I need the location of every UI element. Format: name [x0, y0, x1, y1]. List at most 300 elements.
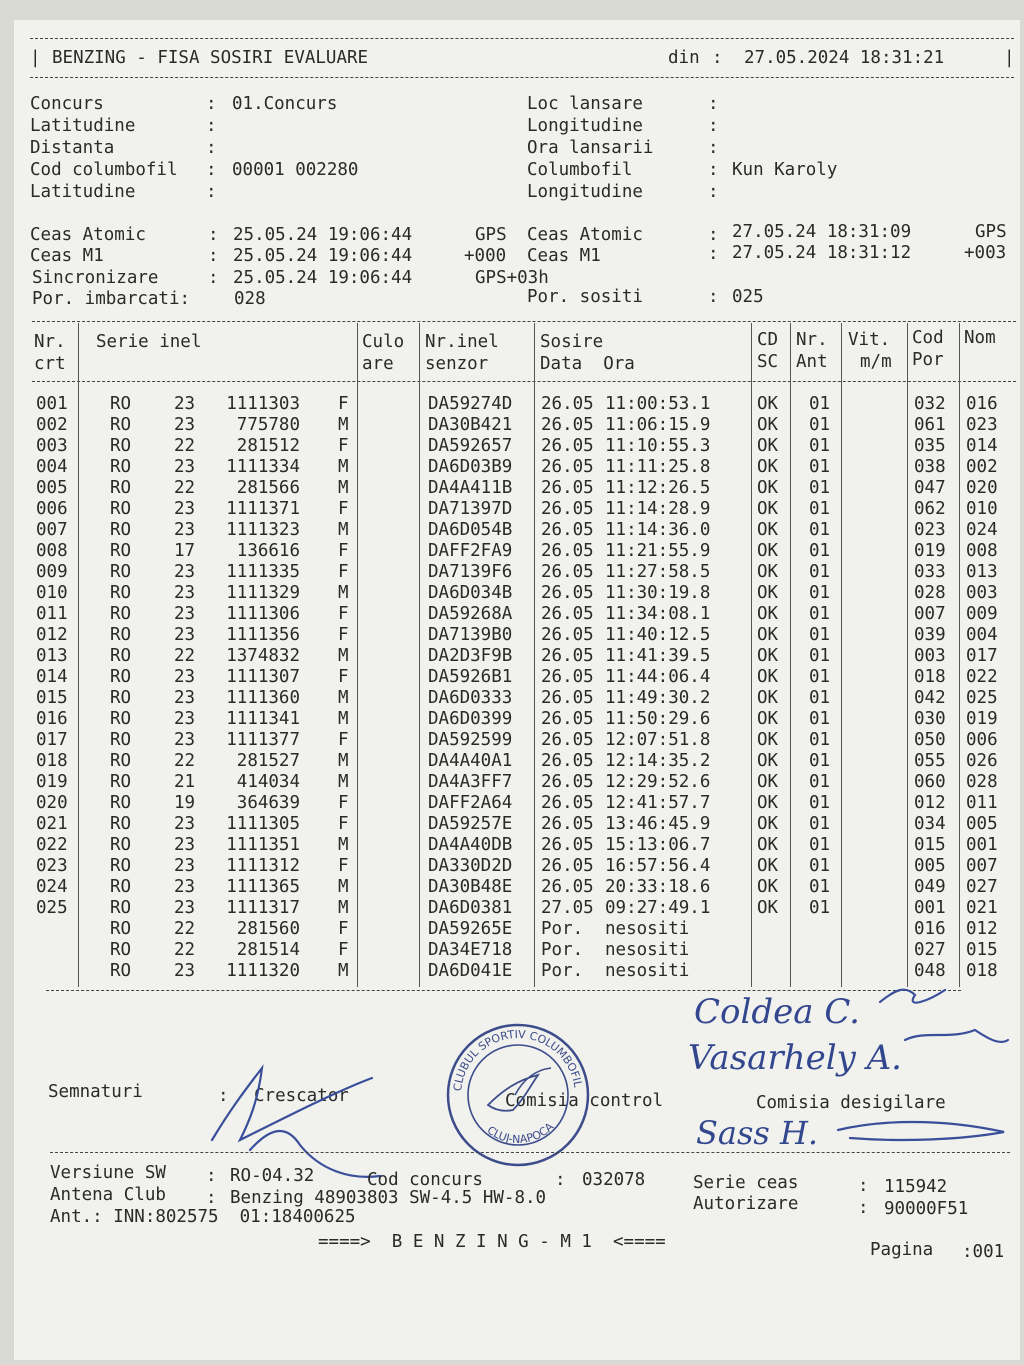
row-sensor: DA34E718	[428, 940, 513, 960]
row-cod: 047	[914, 478, 946, 498]
col-serie: Serie inel	[96, 332, 202, 352]
row-ring: 1111317	[226, 898, 300, 918]
row-sensor: DA6D0333	[428, 688, 513, 708]
row-cd: OK	[757, 835, 779, 855]
row-time: 11:41:39.5	[605, 646, 711, 666]
ceas-m1-label: Ceas M1	[30, 246, 104, 266]
row-sensor: DA6D0399	[428, 709, 513, 729]
row-sex: M	[338, 457, 349, 477]
row-ant: 01	[809, 436, 831, 456]
row-ant: 01	[809, 751, 831, 771]
row-sex: F	[338, 436, 349, 456]
row-time: 13:46:45.9	[605, 814, 711, 834]
row-ring: 1111335	[226, 562, 300, 582]
row-year: 23	[174, 457, 196, 477]
row-ant: 01	[809, 499, 831, 519]
row-time: 12:07:51.8	[605, 730, 711, 750]
row-nom: 013	[966, 562, 998, 582]
row-date: 26.05	[541, 793, 594, 813]
ceas-atomic-end: 27.05.24 18:31:09	[732, 222, 912, 242]
row-sex: F	[338, 856, 349, 876]
row-sensor: DA6D03B9	[428, 457, 513, 477]
row-sensor: DA592657	[428, 436, 513, 456]
row-country: RO	[110, 394, 132, 414]
row-country: RO	[110, 919, 132, 939]
row-ant: 01	[809, 667, 831, 687]
doc-title: BENZING - FISA SOSIRI EVALUARE	[52, 48, 369, 68]
imbarcati-value: 028	[234, 289, 266, 309]
row-year: 22	[174, 646, 196, 666]
info-value-concurs: 01.Concurs	[232, 94, 338, 114]
row-nr: 003	[36, 436, 68, 456]
row-country: RO	[110, 478, 132, 498]
row-sensor: DA6D0381	[428, 898, 513, 918]
info-label-latitudine: Latitudine	[30, 116, 136, 136]
ceas-atomic-label: Ceas Atomic	[30, 225, 146, 245]
row-time: 11:12:26.5	[605, 478, 711, 498]
row-sex: M	[338, 877, 349, 897]
info-label-concurs: Concurs	[30, 94, 104, 114]
row-year: 23	[174, 520, 196, 540]
row-country: RO	[110, 709, 132, 729]
row-ring: 1111365	[226, 877, 300, 897]
row-cd: OK	[757, 604, 779, 624]
ceas-m1-end-off: +003	[964, 243, 1007, 263]
ceas-m1-end: 27.05.24 18:31:12	[732, 243, 912, 263]
row-time: 11:00:53.1	[605, 394, 711, 414]
row-nr: 006	[36, 499, 68, 519]
row-ant: 01	[809, 520, 831, 540]
row-sensor: DAFF2FA9	[428, 541, 513, 561]
row-date: 26.05	[541, 625, 594, 645]
row-ring: 281560	[236, 919, 300, 939]
row-nr: 008	[36, 541, 68, 561]
row-cd: OK	[757, 520, 779, 540]
serie-ceas-value: 115942	[884, 1177, 948, 1197]
row-nom: 010	[966, 499, 998, 519]
sositi-label: Por. sositi	[527, 287, 643, 307]
row-country: RO	[110, 814, 132, 834]
comisia-control-label: Comisia control	[505, 1091, 664, 1111]
row-country: RO	[110, 688, 132, 708]
row-time: 11:27:58.5	[605, 562, 711, 582]
row-ant: 01	[809, 814, 831, 834]
col-nrinel-1: Nr.inel	[425, 332, 499, 352]
row-country: RO	[110, 541, 132, 561]
row-cod: 062	[914, 499, 946, 519]
row-date: 26.05	[541, 583, 594, 603]
row-year: 23	[174, 583, 196, 603]
row-sex: M	[338, 709, 349, 729]
row-sex: F	[338, 499, 349, 519]
info-label-columbofil: Columbofil	[527, 160, 633, 180]
row-nr: 021	[36, 814, 68, 834]
row-cod: 049	[914, 877, 946, 897]
row-ring: 1111351	[226, 835, 300, 855]
info-label-distanta: Distanta	[30, 138, 115, 158]
row-nr: 018	[36, 751, 68, 771]
row-year: 22	[174, 751, 196, 771]
page-label: Pagina	[870, 1240, 934, 1260]
row-cd: OK	[757, 541, 779, 561]
row-ring: 1111371	[226, 499, 300, 519]
col-nrinel-2: senzor	[425, 354, 489, 374]
row-cd: OK	[757, 478, 779, 498]
row-date: 26.05	[541, 604, 594, 624]
col-cod-1: Cod	[912, 328, 944, 348]
row-cd: OK	[757, 688, 779, 708]
row-date: 26.05	[541, 436, 594, 456]
row-sex: M	[338, 415, 349, 435]
row-year: 23	[174, 562, 196, 582]
row-ring: 1111305	[226, 814, 300, 834]
row-country: RO	[110, 667, 132, 687]
row-time: nesositi	[605, 961, 690, 981]
ceas-m1-label-2: Ceas M1	[527, 246, 601, 266]
row-sex: M	[338, 835, 349, 855]
row-time: 11:11:25.8	[605, 457, 711, 477]
row-sex: M	[338, 583, 349, 603]
row-country: RO	[110, 730, 132, 750]
row-ant: 01	[809, 415, 831, 435]
row-country: RO	[110, 625, 132, 645]
col-nrant-2: Ant	[796, 352, 828, 372]
row-year: 23	[174, 625, 196, 645]
row-nom: 024	[966, 520, 998, 540]
row-date: 26.05	[541, 835, 594, 855]
benzing-banner: ====> B E N Z I N G - M 1 <====	[318, 1232, 666, 1252]
ceas-m1-start-off: +000	[464, 246, 507, 266]
row-year: 22	[174, 919, 196, 939]
row-nom: 023	[966, 415, 998, 435]
serie-ceas-label: Serie ceas	[693, 1173, 799, 1193]
date-label: din	[668, 48, 700, 68]
row-nr: 016	[36, 709, 68, 729]
row-time: 11:14:36.0	[605, 520, 711, 540]
row-sensor: DA7139B0	[428, 625, 513, 645]
row-date: 26.05	[541, 772, 594, 792]
crescator-label: Crescator	[254, 1086, 349, 1106]
row-sensor: DA71397D	[428, 499, 513, 519]
row-nom: 006	[966, 730, 998, 750]
row-sensor: DA59257E	[428, 814, 513, 834]
row-country: RO	[110, 457, 132, 477]
row-cd: OK	[757, 562, 779, 582]
row-date: Por.	[541, 940, 584, 960]
row-date: 26.05	[541, 646, 594, 666]
row-year: 23	[174, 856, 196, 876]
row-sex: F	[338, 940, 349, 960]
row-ring: 281527	[236, 751, 300, 771]
row-ant: 01	[809, 604, 831, 624]
row-sex: M	[338, 520, 349, 540]
col-vit-2: m/m	[860, 352, 892, 372]
row-nr: 002	[36, 415, 68, 435]
row-country: RO	[110, 793, 132, 813]
row-nom: 012	[966, 919, 998, 939]
row-cod: 050	[914, 730, 946, 750]
row-nom: 027	[966, 877, 998, 897]
sinc-label: Sincronizare	[32, 268, 159, 288]
row-cod: 012	[914, 793, 946, 813]
row-cod: 015	[914, 835, 946, 855]
row-year: 23	[174, 667, 196, 687]
date-value: 27.05.2024 18:31:21	[744, 48, 945, 68]
sinc-value: 25.05.24 19:06:44	[233, 268, 413, 288]
row-date: 26.05	[541, 520, 594, 540]
versiune-value: RO-04.32	[230, 1166, 315, 1186]
row-cod: 060	[914, 772, 946, 792]
row-sensor: DA6D041E	[428, 961, 513, 981]
row-sensor: DA4A3FF7	[428, 772, 513, 792]
row-ant: 01	[809, 541, 831, 561]
row-date: 26.05	[541, 541, 594, 561]
row-ring: 775780	[236, 415, 300, 435]
row-sensor: DA592599	[428, 730, 513, 750]
row-date: 26.05	[541, 457, 594, 477]
cod-concurs-value: 032078	[582, 1170, 646, 1190]
row-cd: OK	[757, 877, 779, 897]
row-cd: OK	[757, 583, 779, 603]
row-cod: 030	[914, 709, 946, 729]
row-year: 23	[174, 961, 196, 981]
row-sex: F	[338, 394, 349, 414]
ceas-atomic-start-src: GPS	[475, 225, 507, 245]
row-ring: 281512	[236, 436, 300, 456]
row-cd: OK	[757, 856, 779, 876]
row-nom: 002	[966, 457, 998, 477]
row-time: 12:41:57.7	[605, 793, 711, 813]
row-country: RO	[110, 520, 132, 540]
row-cod: 035	[914, 436, 946, 456]
title-bar-right: |	[1004, 48, 1015, 68]
row-country: RO	[110, 877, 132, 897]
row-year: 21	[174, 772, 196, 792]
row-nr: 009	[36, 562, 68, 582]
info-label-loc-lansare: Loc lansare	[527, 94, 643, 114]
row-nom: 007	[966, 856, 998, 876]
ant-line: Ant.: INN:802575 01:18400625	[50, 1207, 356, 1227]
ceas-atomic-end-src: GPS	[975, 222, 1007, 242]
page-value: :001	[962, 1242, 1005, 1262]
row-ring: 281566	[236, 478, 300, 498]
semnaturi-label: Semnaturi	[48, 1082, 143, 1102]
row-ant: 01	[809, 730, 831, 750]
info-label-longitudine: Longitudine	[527, 116, 643, 136]
ceas-atomic-start: 25.05.24 19:06:44	[233, 225, 413, 245]
row-sex: F	[338, 541, 349, 561]
ceas-m1-start: 25.05.24 19:06:44	[233, 246, 413, 266]
row-sex: F	[338, 604, 349, 624]
row-cd: OK	[757, 667, 779, 687]
col-nom: Nom	[964, 328, 996, 348]
row-nom: 011	[966, 793, 998, 813]
row-country: RO	[110, 772, 132, 792]
row-ring: 1111323	[226, 520, 300, 540]
row-year: 23	[174, 688, 196, 708]
row-country: RO	[110, 499, 132, 519]
row-nr: 014	[36, 667, 68, 687]
row-sex: F	[338, 625, 349, 645]
row-cd: OK	[757, 709, 779, 729]
row-time: 09:27:49.1	[605, 898, 711, 918]
row-date: 26.05	[541, 856, 594, 876]
signature-1: Coldea C.	[694, 992, 860, 1032]
row-ring: 1111329	[226, 583, 300, 603]
row-time: 11:44:06.4	[605, 667, 711, 687]
row-cod: 033	[914, 562, 946, 582]
row-nom: 025	[966, 688, 998, 708]
row-ant: 01	[809, 835, 831, 855]
row-date: 27.05	[541, 898, 594, 918]
row-sensor: DA5926B1	[428, 667, 513, 687]
row-sensor: DA7139F6	[428, 562, 513, 582]
row-ant: 01	[809, 688, 831, 708]
row-nom: 001	[966, 835, 998, 855]
row-time: 11:50:29.6	[605, 709, 711, 729]
row-year: 23	[174, 877, 196, 897]
info-value-cod-columbofil: 00001 002280	[232, 160, 359, 180]
row-sensor: DA30B421	[428, 415, 513, 435]
row-date: 26.05	[541, 499, 594, 519]
col-culo-1: Culo	[362, 332, 405, 352]
row-nom: 005	[966, 814, 998, 834]
col-cd-1: CD	[757, 330, 779, 350]
row-cd: OK	[757, 436, 779, 456]
row-nom: 021	[966, 898, 998, 918]
sositi-value: 025	[732, 287, 764, 307]
row-time: nesositi	[605, 919, 690, 939]
row-nom: 003	[966, 583, 998, 603]
row-ring: 1111312	[226, 856, 300, 876]
row-time: 12:29:52.6	[605, 772, 711, 792]
row-time: nesositi	[605, 940, 690, 960]
row-nr: 023	[36, 856, 68, 876]
row-time: 11:40:12.5	[605, 625, 711, 645]
col-culo-2: are	[362, 354, 394, 374]
row-nr: 011	[36, 604, 68, 624]
row-cod: 055	[914, 751, 946, 771]
row-time: 15:13:06.7	[605, 835, 711, 855]
row-sex: M	[338, 898, 349, 918]
col-vit-1: Vit.	[848, 330, 891, 350]
row-cod: 016	[914, 919, 946, 939]
row-year: 23	[174, 730, 196, 750]
info-label-cod-columbofil: Cod columbofil	[30, 160, 178, 180]
row-cod: 048	[914, 961, 946, 981]
row-country: RO	[110, 898, 132, 918]
row-year: 17	[174, 541, 196, 561]
comisia-desigilare-label: Comisia desigilare	[756, 1093, 946, 1113]
row-date: 26.05	[541, 562, 594, 582]
row-year: 23	[174, 709, 196, 729]
ceas-atomic-label-2: Ceas Atomic	[527, 225, 643, 245]
row-sensor: DA2D3F9B	[428, 646, 513, 666]
row-date: Por.	[541, 961, 584, 981]
versiune-label: Versiune SW	[50, 1163, 166, 1183]
row-sensor: DA330D2D	[428, 856, 513, 876]
row-ant: 01	[809, 877, 831, 897]
row-date: 26.05	[541, 709, 594, 729]
row-ring: 1111307	[226, 667, 300, 687]
row-sensor: DA6D034B	[428, 583, 513, 603]
row-nom: 022	[966, 667, 998, 687]
signature-2: Vasarhely A.	[688, 1038, 902, 1078]
row-time: 11:49:30.2	[605, 688, 711, 708]
row-cod: 027	[914, 940, 946, 960]
row-ant: 01	[809, 457, 831, 477]
club-stamp	[443, 1020, 593, 1170]
row-sex: F	[338, 667, 349, 687]
row-nom: 009	[966, 604, 998, 624]
row-ant: 01	[809, 856, 831, 876]
row-date: 26.05	[541, 688, 594, 708]
row-year: 23	[174, 394, 196, 414]
row-cd: OK	[757, 415, 779, 435]
row-cd: OK	[757, 499, 779, 519]
row-nom: 020	[966, 478, 998, 498]
row-ring: 1111303	[226, 394, 300, 414]
row-time: 11:21:55.9	[605, 541, 711, 561]
footer-rule	[50, 1152, 1010, 1153]
row-nr: 010	[36, 583, 68, 603]
row-nom: 014	[966, 436, 998, 456]
row-nom: 019	[966, 709, 998, 729]
row-nr: 007	[36, 520, 68, 540]
row-cd: OK	[757, 625, 779, 645]
row-nr: 024	[36, 877, 68, 897]
row-year: 22	[174, 436, 196, 456]
row-ant: 01	[809, 646, 831, 666]
col-sosire-1: Sosire	[540, 332, 604, 352]
row-country: RO	[110, 646, 132, 666]
row-year: 23	[174, 835, 196, 855]
row-nr: 019	[36, 772, 68, 792]
row-date: 26.05	[541, 814, 594, 834]
row-sensor: DA4A40DB	[428, 835, 513, 855]
row-date: 26.05	[541, 877, 594, 897]
row-sensor: DA59274D	[428, 394, 513, 414]
row-date: 26.05	[541, 751, 594, 771]
row-time: 12:14:35.2	[605, 751, 711, 771]
row-cod: 028	[914, 583, 946, 603]
row-cd: OK	[757, 394, 779, 414]
row-sensor: DA6D054B	[428, 520, 513, 540]
row-cd: OK	[757, 793, 779, 813]
row-sensor: DA30B48E	[428, 877, 513, 897]
row-ring: 136616	[236, 541, 300, 561]
row-nr: 012	[36, 625, 68, 645]
row-ant: 01	[809, 625, 831, 645]
row-ant: 01	[809, 583, 831, 603]
col-sosire-2: Data Ora	[540, 354, 635, 374]
row-ant: 01	[809, 898, 831, 918]
row-ring: 1111320	[226, 961, 300, 981]
row-cd: OK	[757, 772, 779, 792]
row-country: RO	[110, 856, 132, 876]
row-sex: F	[338, 730, 349, 750]
row-country: RO	[110, 835, 132, 855]
row-year: 23	[174, 814, 196, 834]
col-nr-1: Nr.	[34, 332, 66, 352]
row-ring: 1111356	[226, 625, 300, 645]
antena-value: Benzing 48903803 SW-4.5 HW-8.0	[230, 1188, 547, 1208]
col-nr-2: crt	[34, 354, 66, 374]
row-time: 11:30:19.8	[605, 583, 711, 603]
row-date: 26.05	[541, 394, 594, 414]
info-label-ora-lansarii: Ora lansarii	[527, 138, 654, 158]
row-cod: 019	[914, 541, 946, 561]
